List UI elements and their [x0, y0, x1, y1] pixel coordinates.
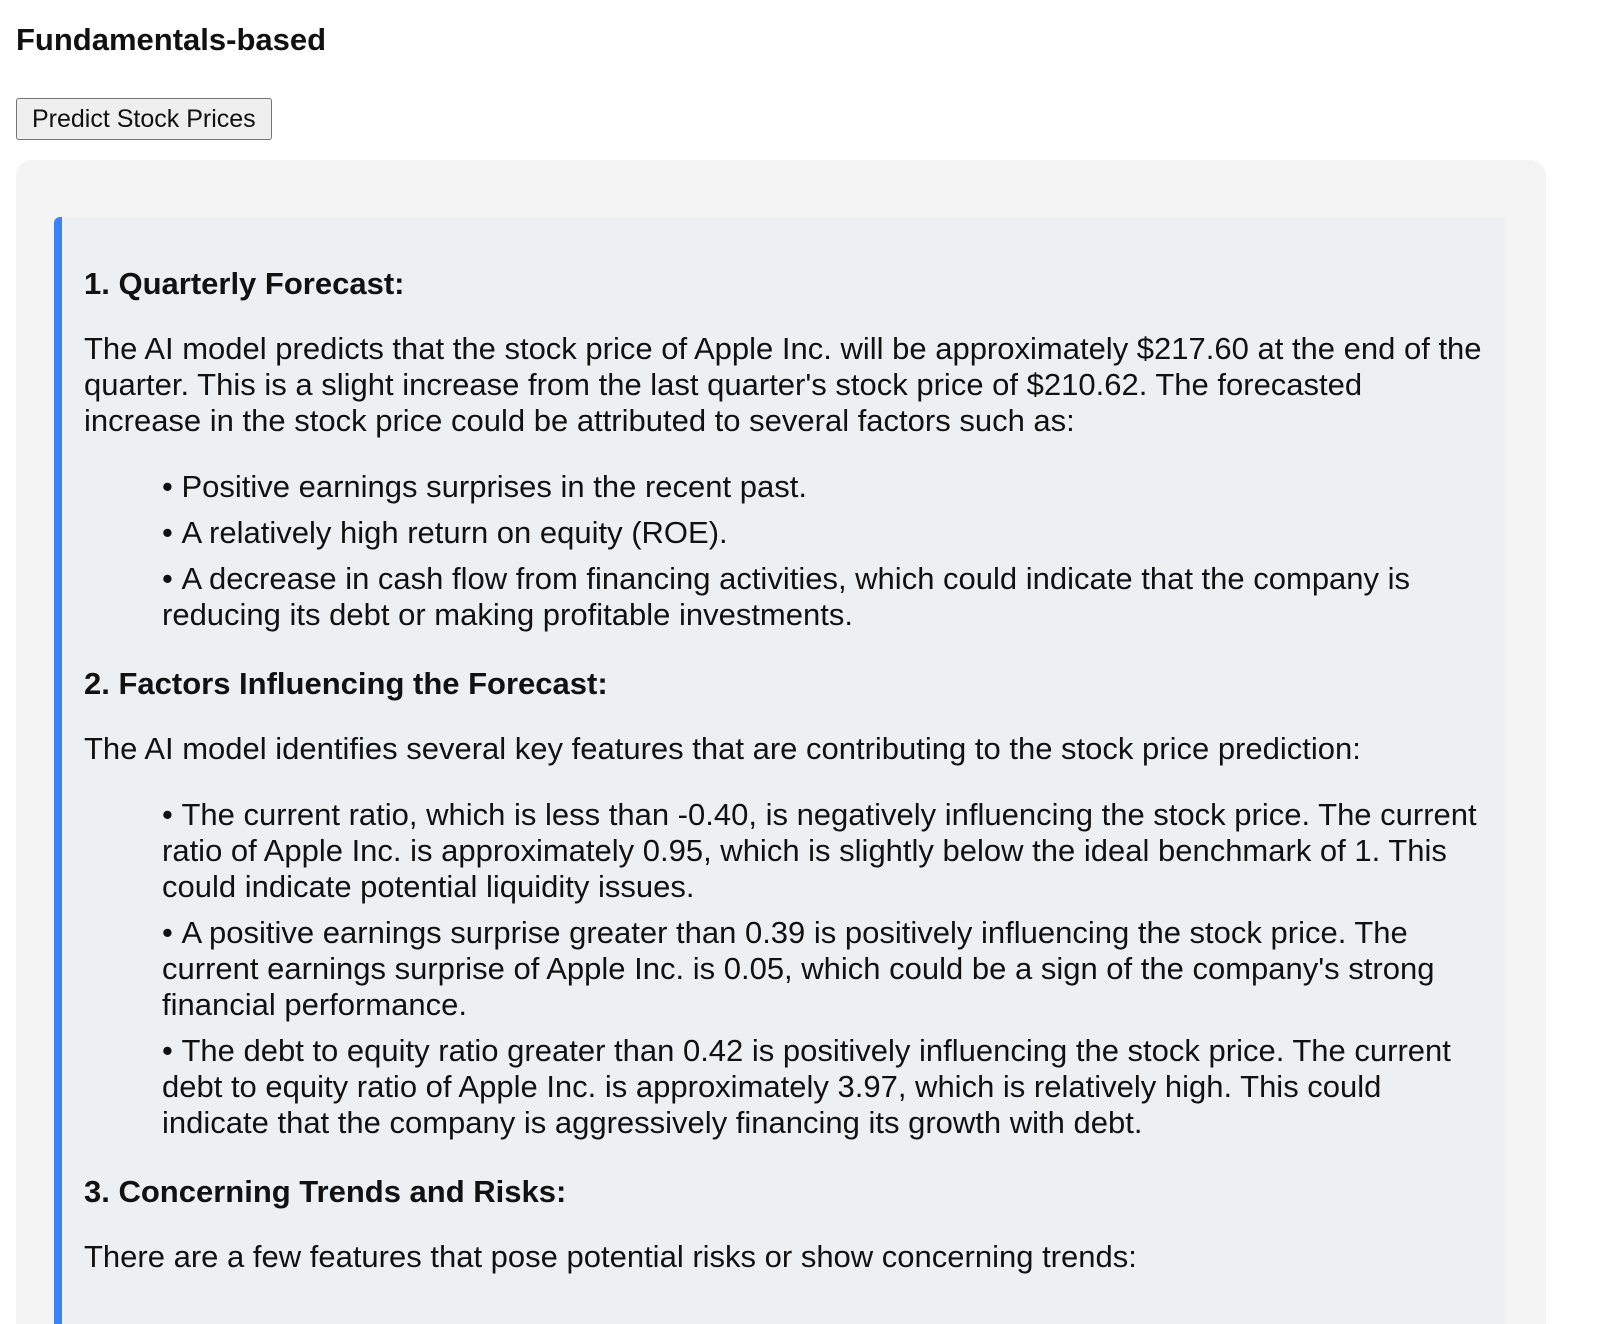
results-panel	[16, 160, 1546, 1324]
bullet-item: • The debt to equity ratio greater than 0.42 is positively influencing the stock price. The current debt to equity ratio of Apple Inc. is approximately 3.97, which is relatively high. This could indicate that the company is aggressively financing its growth with debt.	[162, 1033, 1485, 1141]
bullet-item: • A positive earnings surprise greater than 0.39 is positively influencing the stock price. The current earnings surprise of Apple Inc. is 0.05, which could be a sign of the company's strong financial performance.	[162, 915, 1485, 1023]
predict-stock-prices-button[interactable]: Predict Stock Prices	[16, 98, 272, 140]
bullet-item: • A relatively high return on equity (ROE).	[162, 515, 1485, 551]
forecast-result-card	[54, 217, 1505, 1324]
bullet-list	[84, 469, 1485, 633]
bullet-item: • A decrease in cash flow from financing activities, which could indicate that the company is reducing its debt or making profitable investments.	[162, 561, 1485, 633]
section-paragraph: The AI model predicts that the stock price of Apple Inc. will be approximately $217.60 at the end of the quarter. This is a slight increase from the last quarter's stock price of $210.62. The forecasted increase in the stock price could be attributed to several factors such as:	[84, 331, 1482, 438]
bullet-item: • Positive earnings surprises in the recent past.	[162, 469, 1485, 505]
page-title: Fundamentals-based	[16, 22, 327, 57]
section-paragraph: There are a few features that pose potential risks or show concerning trends:	[84, 1239, 1137, 1274]
bullet-list	[84, 797, 1485, 1141]
section-heading-factors: 2. Factors Influencing the Forecast:	[84, 666, 608, 701]
section-heading-quarterly-forecast: 1. Quarterly Forecast:	[84, 266, 405, 301]
bullet-item: • The current ratio, which is less than -0.40, is negatively influencing the stock price. The current ratio of Apple Inc. is approximately 0.95, which is slightly below the ideal benchmark of 1. This could indicate potential liquidity issues.	[162, 797, 1485, 905]
section-heading-risks: 3. Concerning Trends and Risks:	[84, 1174, 567, 1209]
section-paragraph: The AI model identifies several key features that are contributing to the stock price prediction:	[84, 731, 1361, 766]
